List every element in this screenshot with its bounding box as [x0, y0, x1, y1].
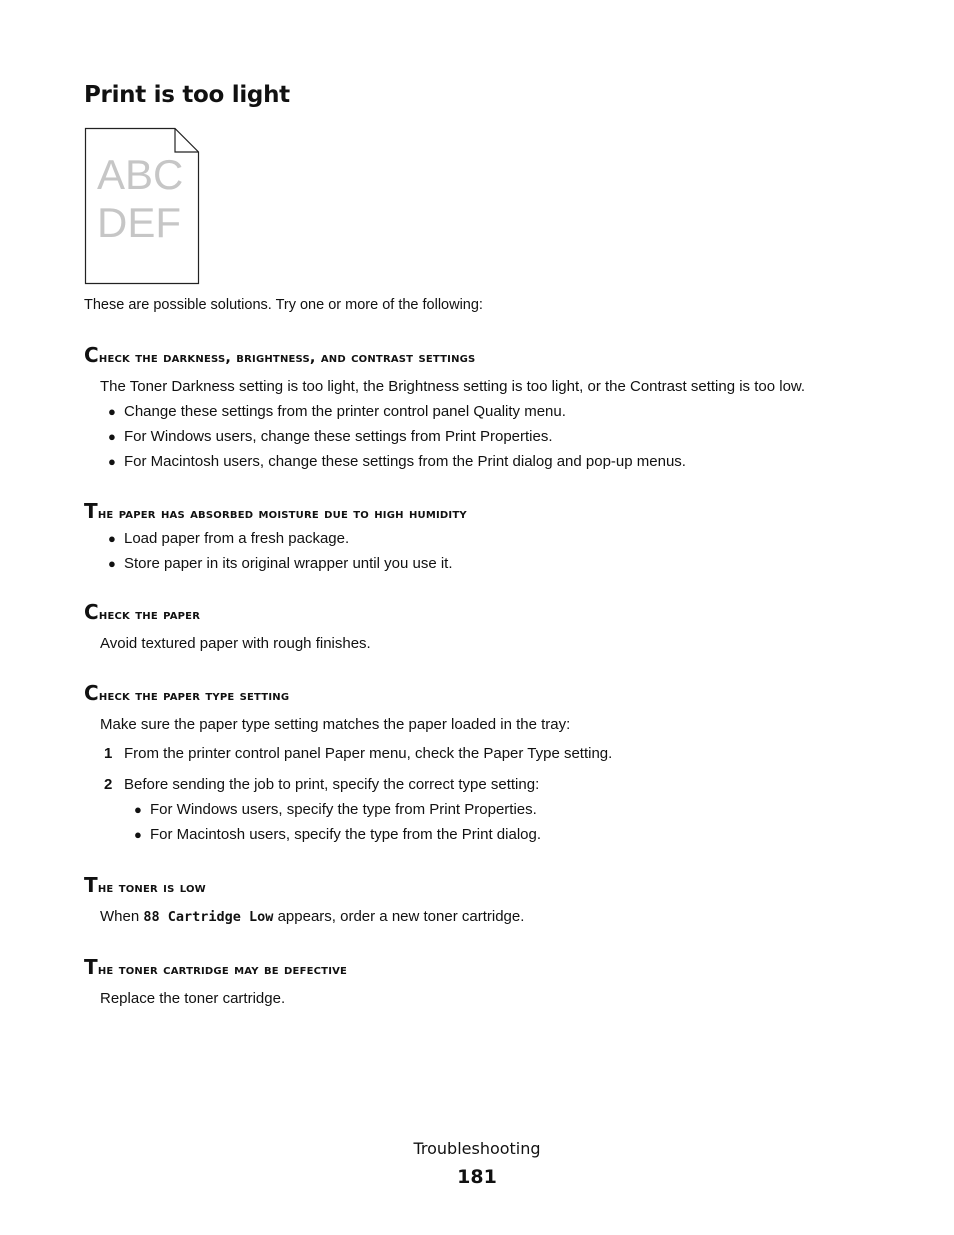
section-paragraph: Avoid textured paper with rough finishes. [100, 635, 371, 652]
section-toner-defective [84, 955, 894, 1011]
list-item: ● Load paper from a fresh package. [106, 526, 894, 551]
footer-chapter-label: Troubleshooting [413, 1139, 541, 1158]
intro-text: These are possible solutions. Try one or more of the following: [84, 297, 483, 313]
bullet-list [84, 399, 894, 474]
section-heading: The toner is low [84, 873, 206, 897]
section-paper-moisture [84, 499, 894, 576]
list-item: ● Change these settings from the printer control panel Quality menu. [106, 399, 894, 424]
printer-message: 88 Cartridge Low [143, 909, 274, 925]
step-item [104, 741, 894, 766]
bullet-icon: ● [134, 802, 142, 817]
step-item [104, 772, 894, 847]
illustration-line2: DEF [97, 199, 181, 246]
bullet-icon: ● [108, 531, 116, 546]
section-darkness-settings [84, 343, 894, 474]
section-check-paper [84, 600, 894, 656]
section-heading: Check the paper type setting [84, 681, 290, 705]
section-heading: Check the paper [84, 600, 201, 624]
section-paragraph: When 88 Cartridge Low appears, order a new toner cartridge. [100, 908, 525, 925]
section-paper-type-setting [84, 681, 894, 853]
step-number: 2 [104, 776, 113, 793]
list-item: ● For Macintosh users, change these settings from the Print dialog and pop-up menus. [106, 449, 894, 474]
step-text: Before sending the job to print, specify the correct type setting: [124, 776, 540, 793]
illustration-line1: ABC [97, 151, 184, 198]
bullet-icon: ● [108, 556, 116, 571]
section-toner-low [84, 873, 894, 930]
list-item: ● Store paper in its original wrapper until you use it. [106, 551, 894, 576]
page-title: Print is too light [84, 82, 290, 108]
section-heading: The paper has absorbed moisture due to high humidity [84, 499, 467, 523]
step-list [84, 741, 894, 847]
step-text: From the printer control panel Paper menu, check the Paper Type setting. [124, 745, 613, 762]
section-paragraph: Replace the toner cartridge. [100, 990, 286, 1007]
section-paragraph: Make sure the paper type setting matches the paper loaded in the tray: [100, 716, 571, 733]
bullet-list [84, 526, 894, 576]
footer-page-number: 181 [457, 1166, 497, 1188]
section-paragraph: The Toner Darkness setting is too light, the Brightness setting is too light, or the Contrast setting is too low. [100, 378, 806, 395]
bullet-icon: ● [134, 827, 142, 842]
list-item: ● For Windows users, change these settings from Print Properties. [106, 424, 894, 449]
list-item: ● For Macintosh users, specify the type from the Print dialog. [132, 822, 894, 847]
bullet-icon: ● [108, 454, 116, 469]
light-print-illustration [84, 127, 200, 285]
bullet-icon: ● [108, 404, 116, 419]
list-item: ● For Windows users, specify the type from Print Properties. [132, 797, 894, 822]
section-heading: The toner cartridge may be defective [84, 955, 348, 979]
step-number: 1 [104, 745, 113, 762]
bullet-list [124, 797, 894, 847]
bullet-icon: ● [108, 429, 116, 444]
section-heading: Check the darkness, brightness, and contrast settings [84, 343, 476, 367]
